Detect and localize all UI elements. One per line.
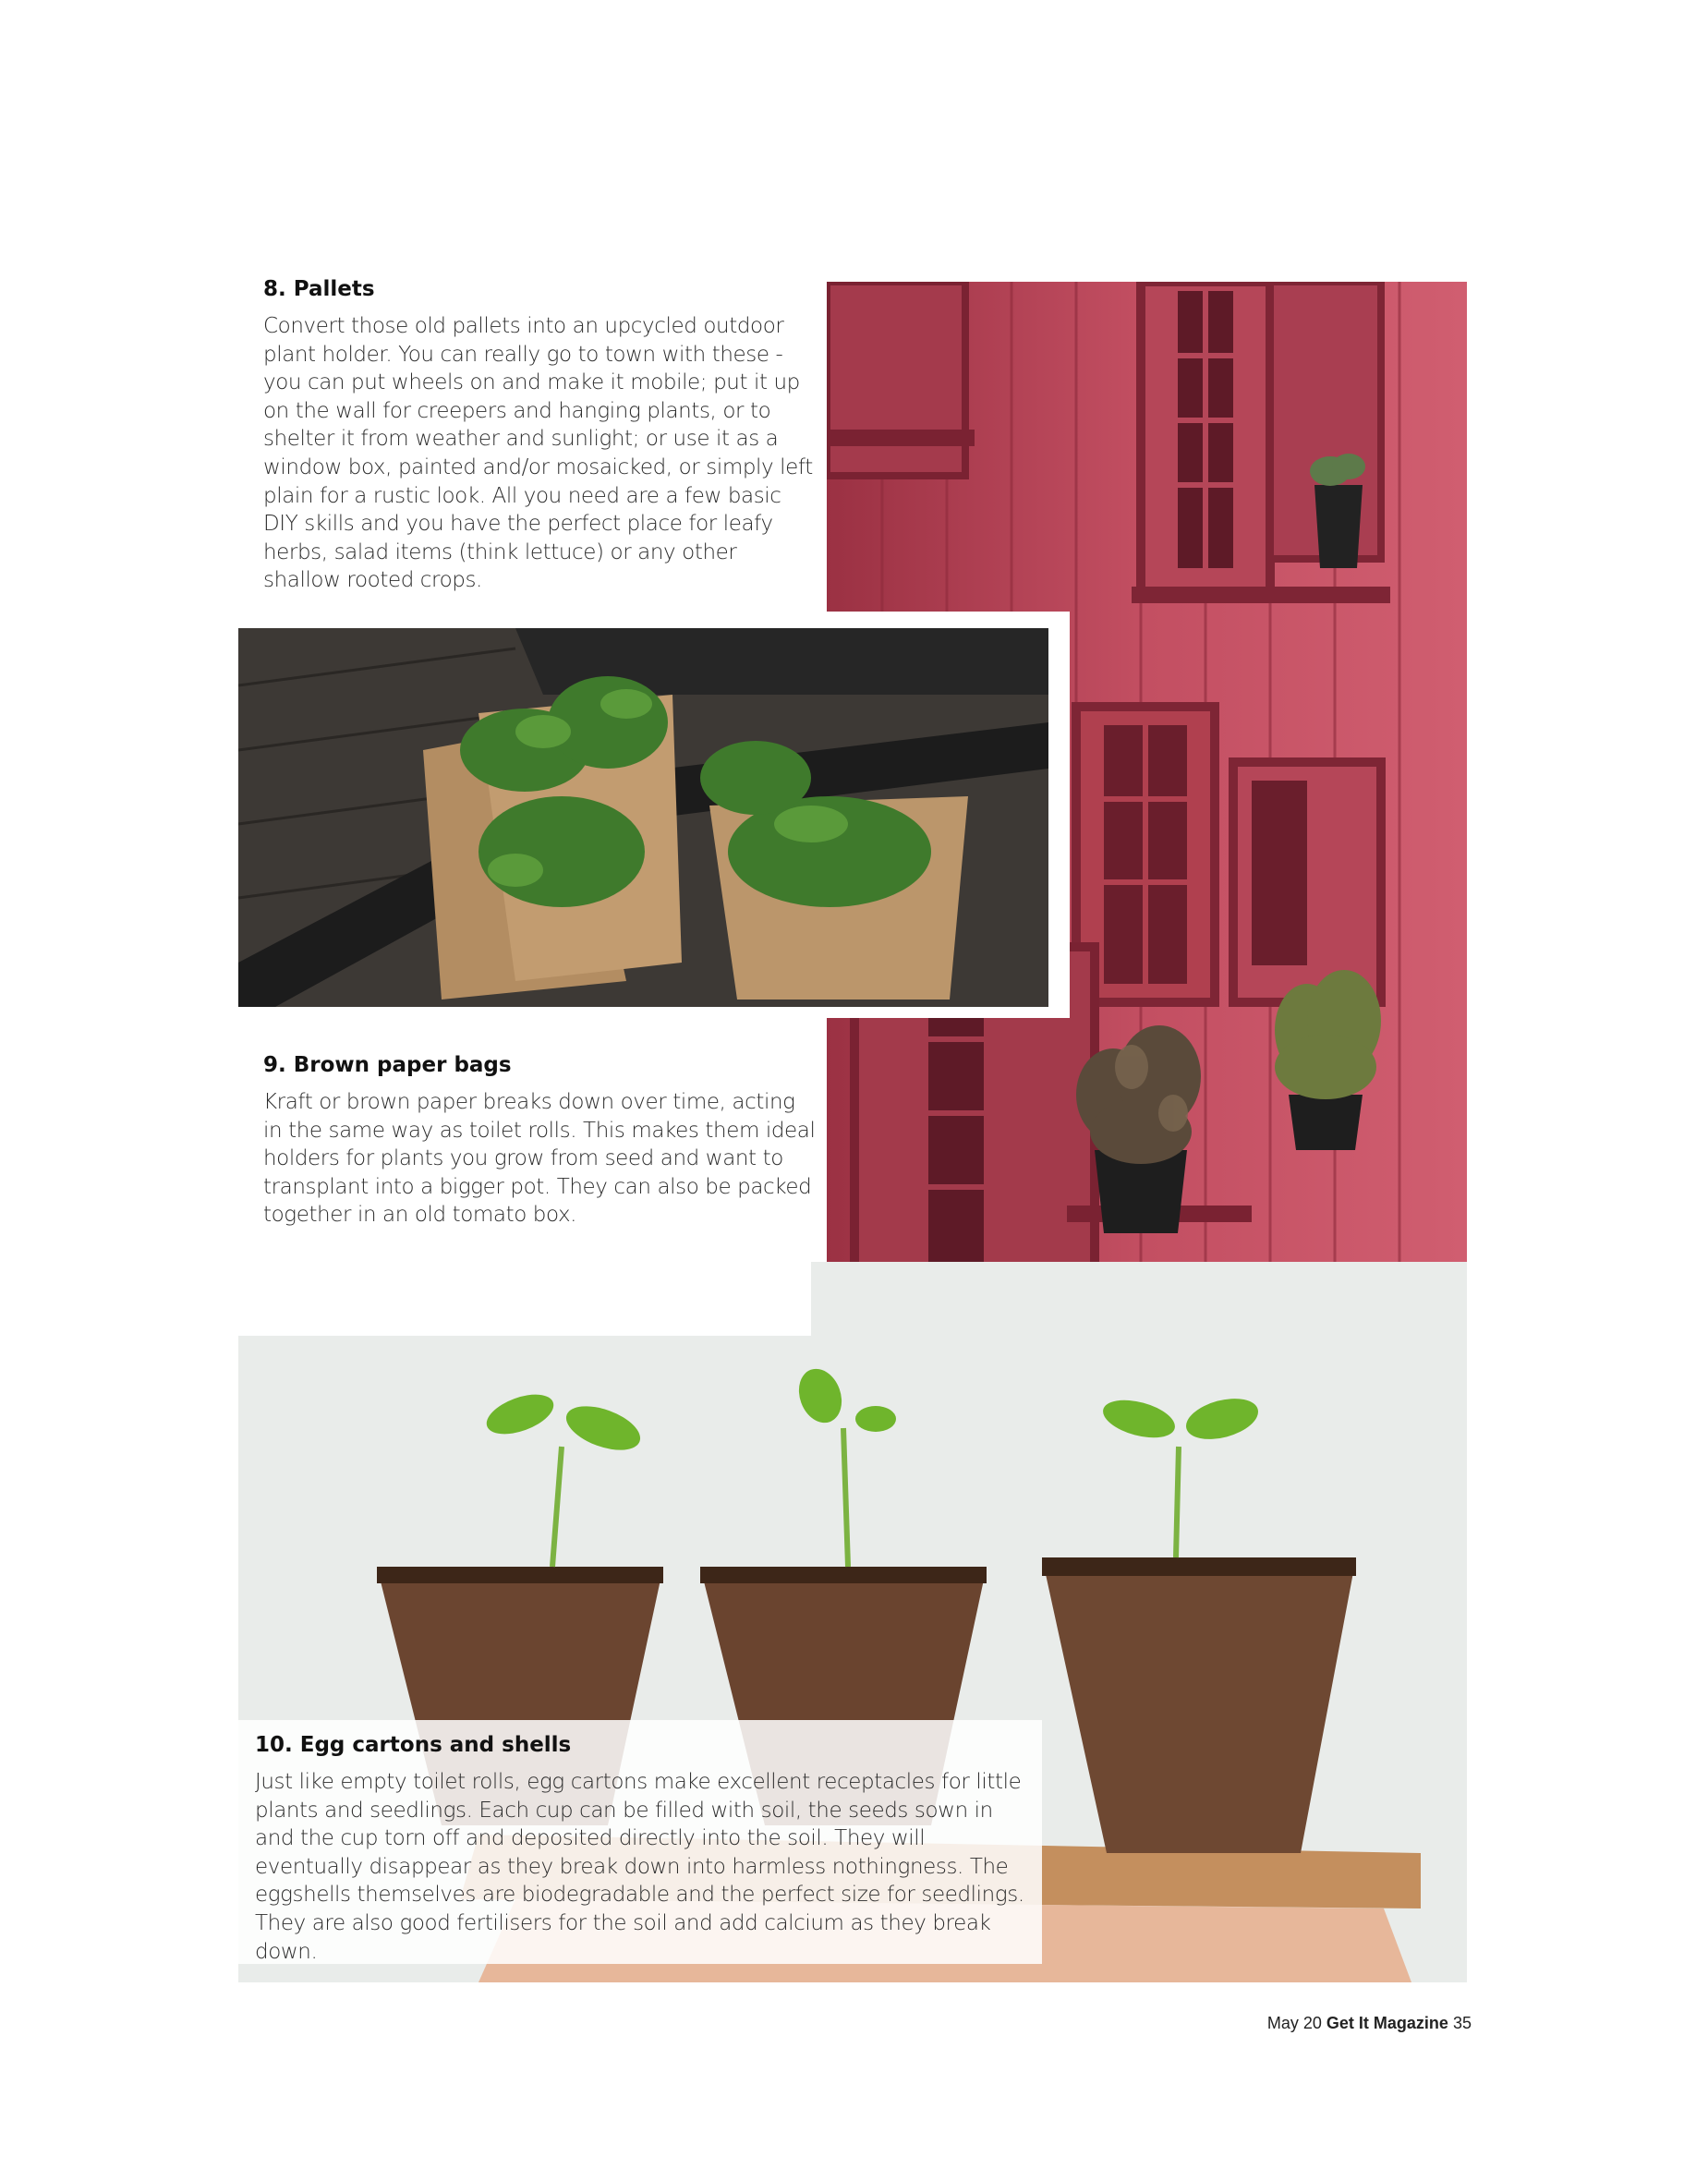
footer-issue: May 20: [1266, 2014, 1322, 2032]
page-footer: [1267, 2014, 1472, 2033]
egg-cartons-body: Just like empty toilet rolls, egg cartons make excellent receptacles for little plants and seedlings. Each cup can be filled with soil, the seeds sown in and the cup torn off and deposited directly into the soil. They will eventually disappear as they break down into harmless nothingness. The eggshells themselves are biodegradable and the perfect size for seedlings. They are also good fertilisers for the soil and add calcium as they break down.: [255, 1770, 1024, 1964]
footer-magazine-name: Get It Magazine: [1326, 2014, 1448, 2032]
paper-bag-plants-photo: [238, 612, 1070, 1018]
pallets-heading: 8. Pallets: [263, 277, 375, 301]
pallets-body: Convert those old pallets into an upcycled outdoor plant holder. You can really go to town with these - you can put wheels on and make it mobile; put it up on the wall for creepers and hanging plants, or to shelter it from weather and sunlight; or use it as a window box, painted and/or mosaicked, or simply left plain for a rustic look. All you need are a few basic DIY skills and you have the perfect place for leafy herbs, salad items (think lettuce) or any other shallow rooted crops.: [263, 314, 813, 593]
egg-cartons-section: [238, 1720, 1042, 1964]
paper-bags-body: Kraft or brown paper breaks down over time, acting in the same way as toilet rolls. This makes them ideal holders for plants you grow from seed and want to transplant into a bigger pot. They can also be packed together in an old tomato box.: [263, 1090, 816, 1228]
pallets-section: [263, 277, 818, 595]
footer-page-number: 35: [1452, 2014, 1472, 2032]
paper-bag-plants-illustration: [238, 612, 1070, 1018]
paper-bags-heading: 9. Brown paper bags: [263, 1053, 512, 1077]
egg-cartons-heading: 10. Egg cartons and shells: [255, 1733, 572, 1757]
paper-bags-section: [263, 1053, 818, 1230]
